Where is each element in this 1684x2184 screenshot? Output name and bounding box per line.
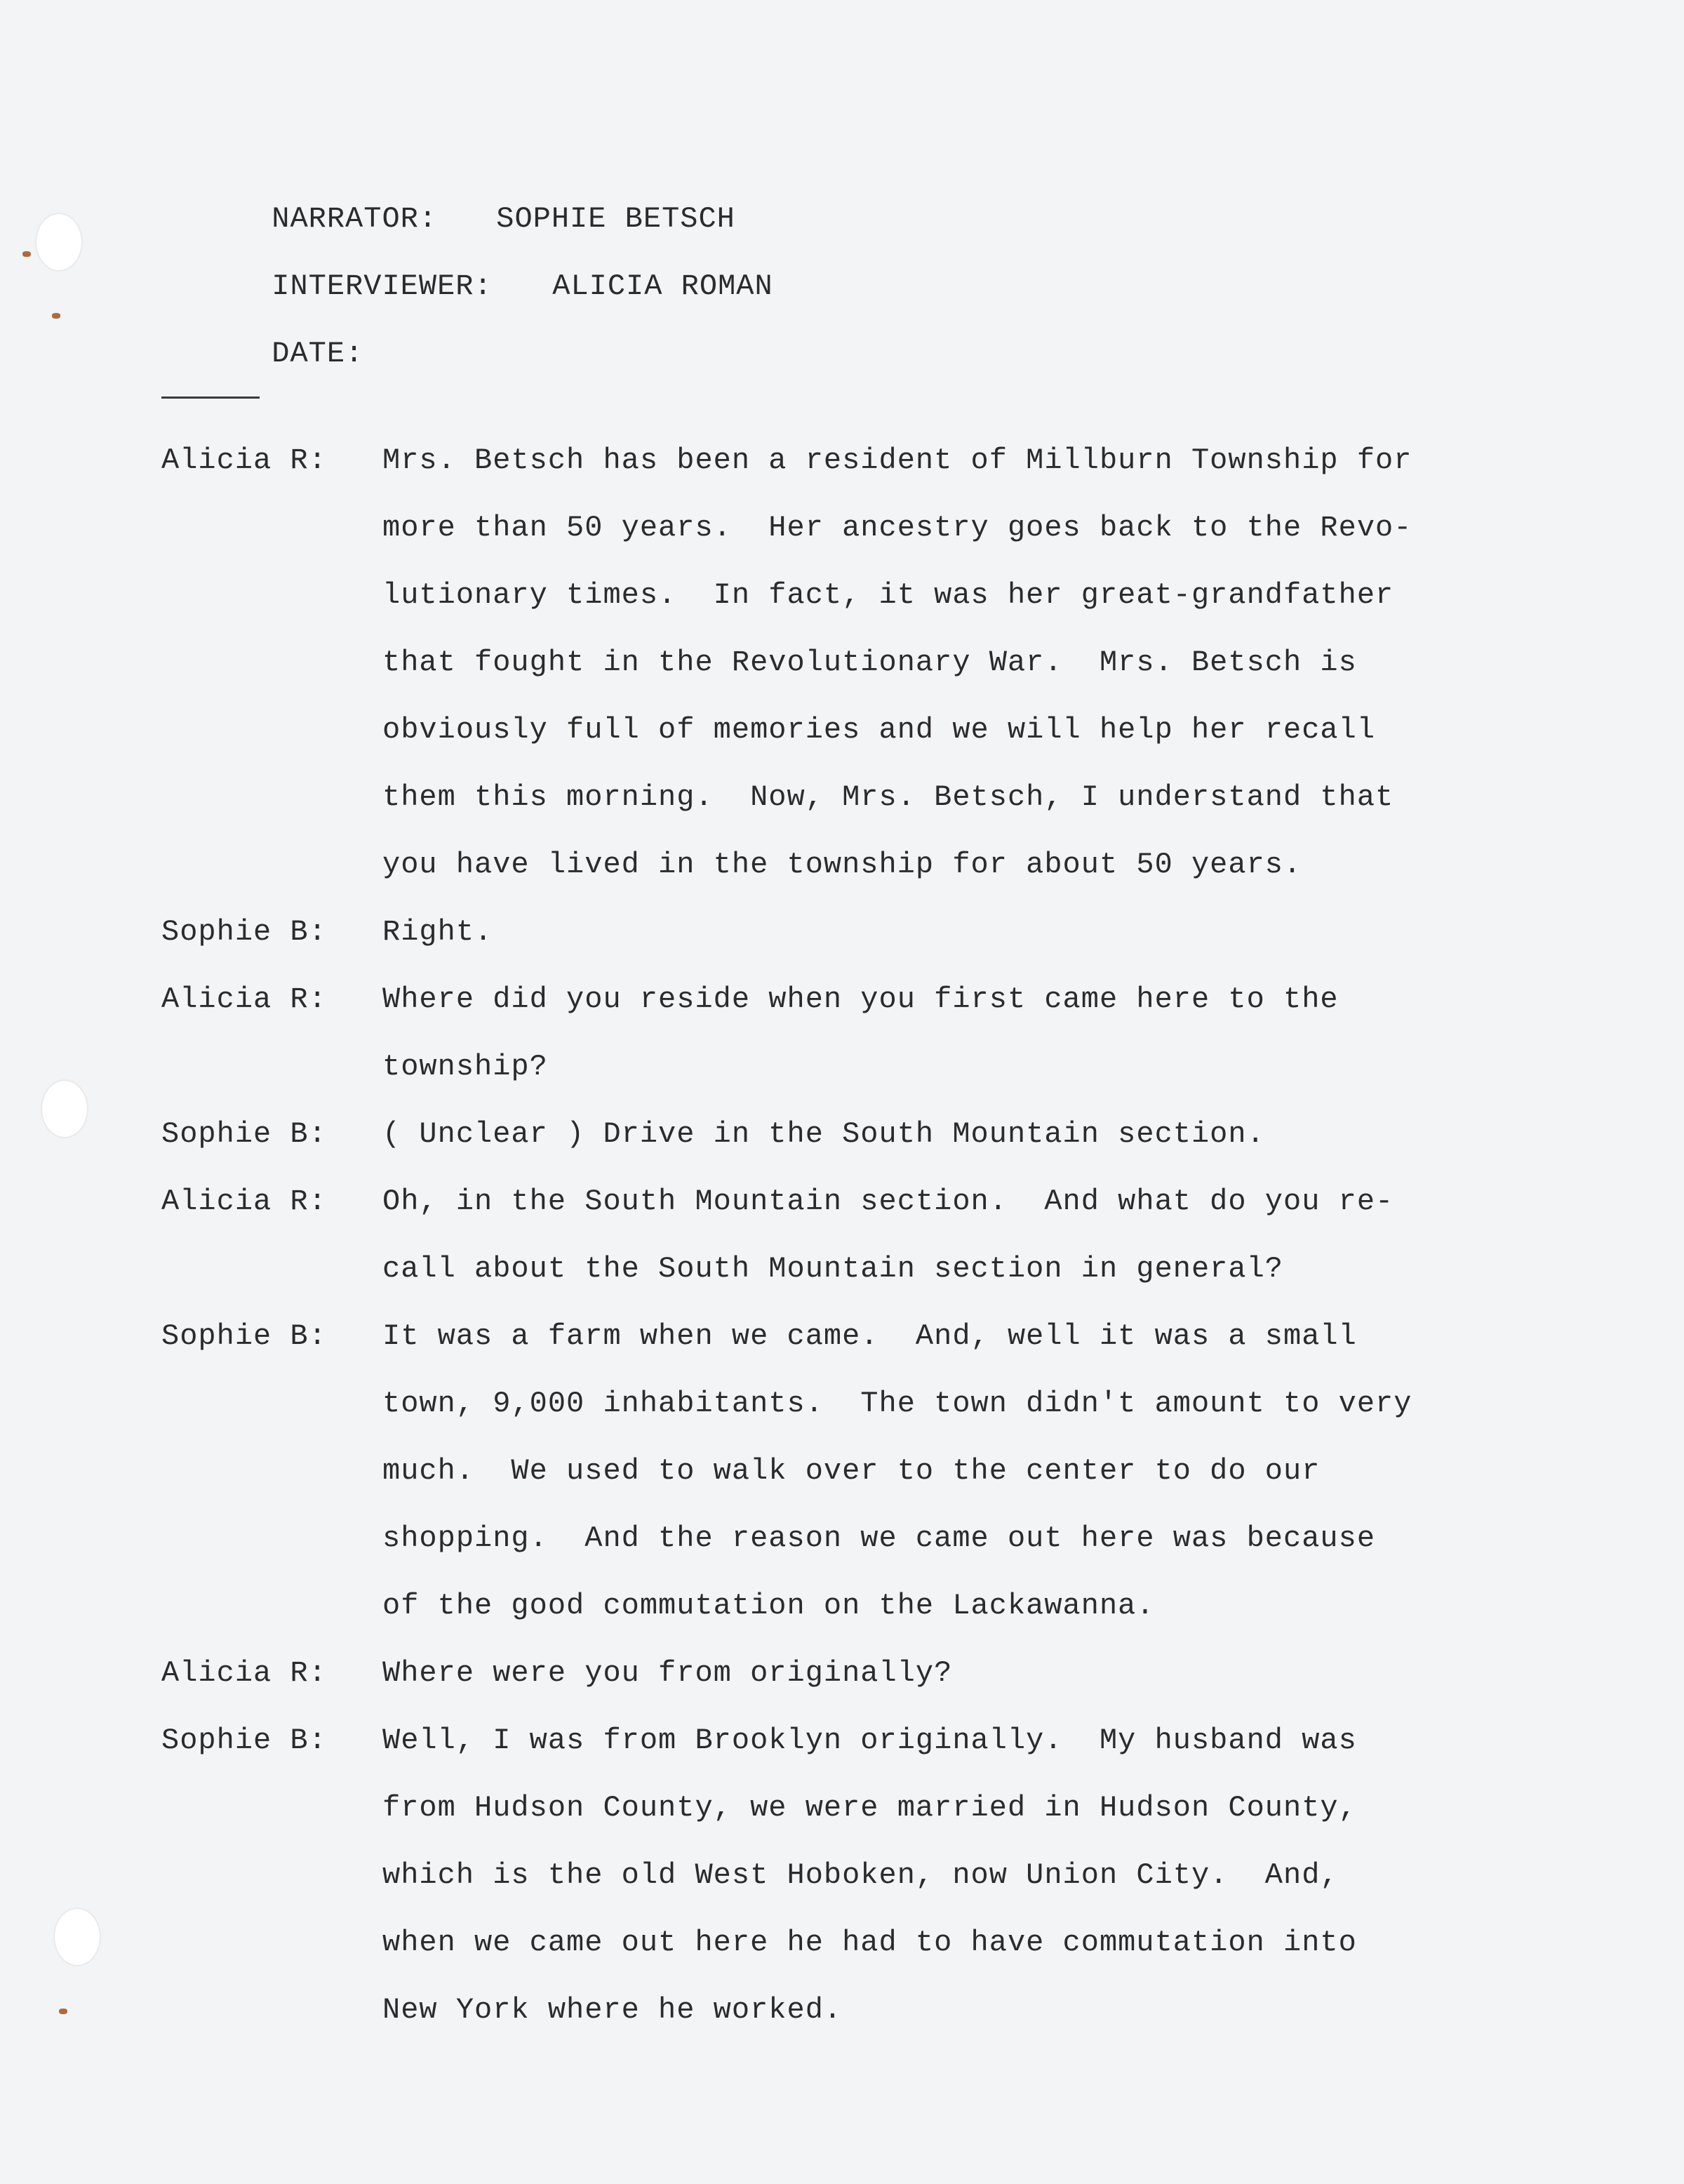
text-line: lutionary times. In fact, it was her great-grandfather [382,578,1394,612]
text-line: Right. [382,915,493,949]
dialogue-turn [161,1303,1537,1639]
text-line: that fought in the Revolutionary War. Mrs. Betsch is [382,646,1357,679]
turn-text [382,1303,1537,1639]
text-line: New York where he worked. [382,1993,843,2027]
text-line: town, 9,000 inhabitants. The town didn't amount to very [382,1387,1412,1420]
text-line: more than 50 years. Her ancestry goes back to the Revo- [382,511,1412,545]
turn-text [382,1639,1537,1707]
date-label: DATE: [272,337,364,371]
interviewer-label: INTERVIEWER: [272,269,493,303]
transcript [161,427,1537,2044]
text-line: them this morning. Now, Mrs. Betsch, I understand that [382,780,1394,814]
rust-speck [59,2009,67,2014]
dialogue-turn [161,898,1537,966]
turn-text [382,427,1537,898]
turn-text [382,1168,1537,1303]
punch-hole-bottom [55,1909,100,1965]
text-line: Where did you reside when you first came here to the [382,983,1339,1016]
dialogue-turn [161,427,1537,898]
speaker-label: Alicia R: [161,983,327,1016]
text-line: Where were you from originally? [382,1656,953,1690]
text-line: which is the old West Hoboken, now Union City. And, [382,1858,1339,1892]
speaker-label: Sophie B: [161,1117,327,1151]
text-line: Well, I was from Brooklyn originally. My husband was [382,1724,1357,1757]
text-line: Mrs. Betsch has been a resident of Millburn Township for [382,444,1412,477]
text-line: from Hudson County, we were married in Hudson County, [382,1791,1357,1825]
rust-speck [22,251,31,257]
text-line: call about the South Mountain section in general? [382,1252,1284,1286]
text-line: ( Unclear ) Drive in the South Mountain section. [382,1117,1265,1151]
narrator-label: NARRATOR: [272,202,438,236]
narrator-line [161,156,773,236]
text-line: shopping. And the reason we came out here was because [382,1522,1376,1555]
speaker-label: Alicia R: [161,1656,327,1690]
dialogue-turn [161,966,1537,1100]
turn-text [382,1707,1537,2044]
dialogue-turn [161,1639,1537,1707]
text-line: you have lived in the township for about 50 years. [382,848,1302,881]
punch-hole-middle [42,1081,87,1137]
header-divider [161,397,260,399]
rust-speck [52,313,60,319]
narrator-value: SOPHIE BETSCH [496,202,735,236]
turn-text [382,898,1537,966]
dialogue-turn [161,1707,1537,2044]
text-line: when we came out here he had to have commutation into [382,1926,1357,1959]
turn-text [382,966,1537,1100]
turn-text [382,1100,1537,1168]
text-line: It was a farm when we came. And, well it was a small [382,1319,1357,1353]
punch-hole-top [36,214,81,270]
interview-header [161,156,773,371]
speaker-label: Alicia R: [161,1185,327,1218]
speaker-label: Sophie B: [161,1724,327,1757]
speaker-label: Sophie B: [161,1319,327,1353]
text-line: of the good commutation on the Lackawanna. [382,1589,1155,1623]
text-line: much. We used to walk over to the center to do our [382,1454,1321,1488]
speaker-label: Alicia R: [161,444,327,477]
speaker-label: Sophie B: [161,915,327,949]
dialogue-turn [161,1100,1537,1168]
text-line: Oh, in the South Mountain section. And what do you re- [382,1185,1394,1218]
text-line: township? [382,1050,548,1084]
dialogue-turn [161,1168,1537,1303]
text-line: obviously full of memories and we will help her recall [382,713,1376,747]
interviewer-value: ALICIA ROMAN [552,269,773,303]
